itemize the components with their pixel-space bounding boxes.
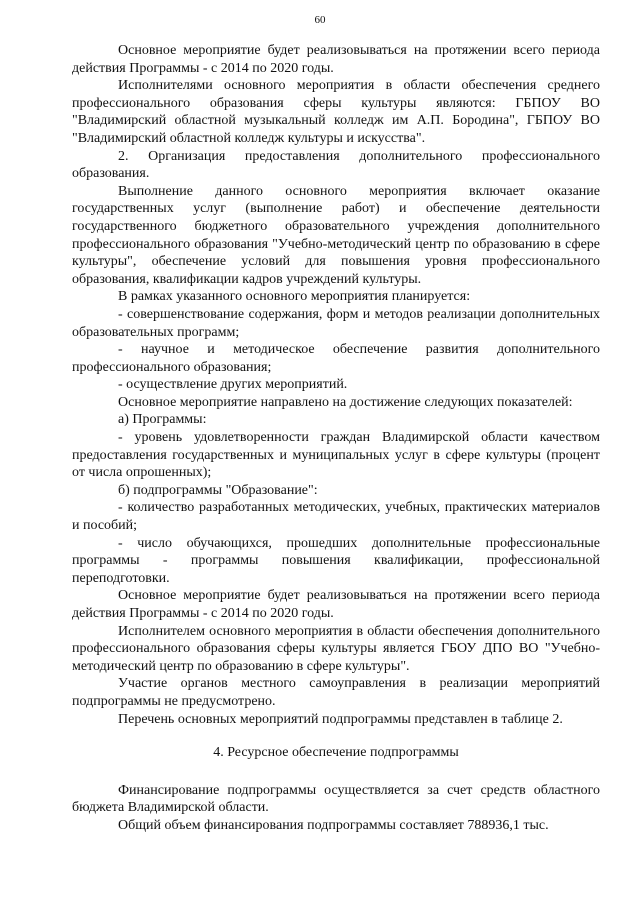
list-item: - число обучающихся, прошедших дополнительные профессиональные программы - программы повышения квалификации, профессиональной переподготовки. (72, 535, 600, 586)
paragraph: Основное мероприятие будет реализовываться на протяжении всего периода действия Программы - с 2014 по 2020 годы. (72, 588, 600, 621)
list-item: - научное и методическое обеспечение развития дополнительного профессионального образования; (72, 342, 600, 375)
paragraph: Исполнителем основного мероприятия в области обеспечения дополнительного профессионального образования сферы культуры является ГБОУ ДПО ВО "Учебно-методический центр по образованию в сфере культуры". (72, 623, 600, 674)
paragraph: Перечень основных мероприятий подпрограммы представлен в таблице 2. (118, 711, 563, 727)
list-item: - совершенствование содержания, форм и методов реализации дополнительных образовательных программ; (72, 306, 600, 340)
paragraph: Основное мероприятие направлено на достижение следующих показателей: (118, 394, 573, 410)
list-item: а) Программы: (118, 412, 207, 428)
paragraph: Выполнение данного основного мероприятия включает оказание государственных услуг (выполнение работ) и обеспечение деятельности государственного бюджетного образовательного учреждения дополнительного профессионального образования "Учебно-методический центр по образованию в сфере культуры", обеспечение условий для повышения уровня профессионального образования, квалификации кадров учреждений культуры. (72, 183, 600, 287)
list-item: б) подпрограммы "Образование": (118, 482, 318, 498)
list-item: - уровень удовлетворенности граждан Владимирской области качеством предоставления государственных и муниципальных услуг в сфере культуры (процент от числа опрошенных); (72, 430, 600, 481)
page-number: 60 (314, 14, 326, 26)
paragraph: Общий объем финансирования подпрограммы составляет 788936,1 тыс. (118, 817, 549, 833)
paragraph: Участие органов местного самоуправления в реализации мероприятий подпрограммы не предусмотрено. (72, 676, 600, 709)
list-item: - осуществление других мероприятий. (118, 377, 348, 393)
paragraph: Основное мероприятие будет реализовываться на протяжении всего периода действия Программы - с 2014 по 2020 годы. (72, 43, 600, 76)
document-body (72, 42, 600, 835)
paragraph: В рамках указанного основного мероприятия планируется: (118, 289, 471, 305)
paragraph: 2. Организация предоставления дополнительного профессионального образования. (72, 148, 600, 182)
paragraph: Исполнителями основного мероприятия в области обеспечения среднего профессионального образования сферы культуры являются: ГБПОУ ВО "Владимирский областной музыкальный колледж им А.П. Бородина", ГБПОУ ВО "Владимирский областной колледж культуры и искусства". (72, 78, 600, 146)
list-item: - количество разработанных методических, учебных, практических материалов и пособий; (72, 500, 600, 534)
section-heading: 4. Ресурсное обеспечение подпрограммы (213, 745, 459, 761)
paragraph: Финансирование подпрограммы осуществляется за счет средств областного бюджета Владимирской области. (72, 782, 600, 816)
